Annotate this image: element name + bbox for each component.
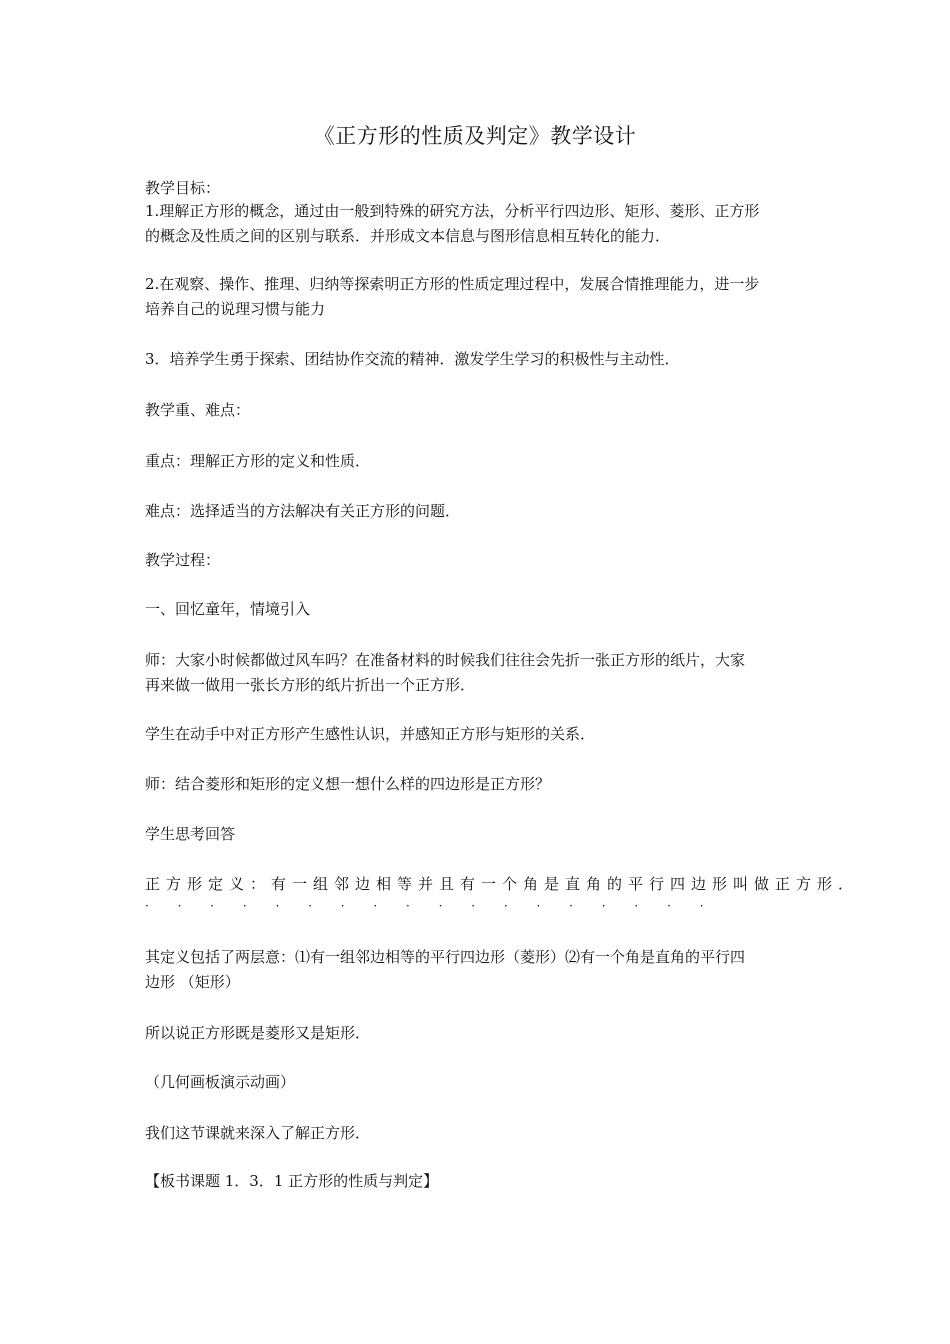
teacher-prompt-1 bbox=[145, 648, 810, 698]
conclusion-text: 所以说正方形既是菱形又是矩形． bbox=[145, 1024, 371, 1042]
board-title: 【板书课题 1．3．1 正方形的性质与判定】 bbox=[145, 1172, 439, 1190]
square-definition-text: 正方形定义：有一组邻边相等并且有一个角是直角的平行四边形叫做正方形． bbox=[145, 875, 860, 893]
student-activity-1: 学生在动手中对正方形产生感性认识，并感知正方形与矩形的关系． bbox=[145, 725, 596, 743]
teacher-prompt-1-line-1: 师：大家小时候都做过风车吗？在准备材料的时候我们往往会先折一张正方形的纸片，大家 bbox=[145, 651, 746, 669]
keypoints-heading: 教学重、难点： bbox=[145, 401, 251, 419]
objectives-heading: 教学目标： bbox=[145, 179, 221, 197]
objective-1 bbox=[145, 199, 810, 249]
objective-1-line-2: 的概念及性质之间的区别与联系．并形成文本信息与图形信息相互转化的能力． bbox=[145, 227, 671, 245]
objective-2-line-2: 培养自己的说理习惯与能力 bbox=[145, 300, 326, 318]
objective-1-line-1: 1.理解正方形的概念，通过由一般到特殊的研究方法，分析平行四边形、矩形、菱形、正方形 bbox=[145, 202, 760, 220]
definition-meaning-line-1: 其定义包括了两层意：⑴有一组邻边相等的平行四边形（菱形）⑵有一个角是直角的平行四 bbox=[145, 948, 746, 966]
definition-meaning bbox=[145, 945, 810, 995]
definition-meaning-line-2: 边形 （矩形） bbox=[145, 973, 240, 991]
student-activity-2: 学生思考回答 bbox=[145, 825, 236, 843]
process-heading: 教学过程： bbox=[145, 551, 221, 569]
difficulty-text: 难点：选择适当的方法解决有关正方形的问题． bbox=[145, 502, 461, 520]
demo-note: （几何画板演示动画） bbox=[145, 1073, 296, 1091]
objective-2-line-1: 2.在观察、操作、推理、归纳等探索明正方形的性质定理过程中，发展合情推理能力，进一步 bbox=[145, 275, 760, 293]
keypoint-text: 重点：理解正方形的定义和性质． bbox=[145, 452, 371, 470]
teacher-prompt-1-line-2: 再来做一做用一张长方形的纸片折出一个正方形． bbox=[145, 676, 476, 694]
square-definition bbox=[145, 872, 860, 915]
objective-2 bbox=[145, 272, 810, 322]
emphasis-dots: · · · · · · · · · · · · · · · · · · bbox=[145, 899, 717, 913]
objective-3: 3．培养学生勇于探索、团结协作交流的精神．激发学生学习的积极性与主动性． bbox=[145, 350, 680, 368]
section-1-heading: 一、回忆童年，情境引入 bbox=[145, 600, 311, 618]
document-title: 《正方形的性质及判定》教学设计 bbox=[313, 124, 637, 148]
teacher-prompt-2: 师：结合菱形和矩形的定义想一想什么样的四边形是正方形？ bbox=[145, 775, 551, 793]
lesson-intro: 我们这节课就来深入了解正方形． bbox=[145, 1124, 371, 1142]
